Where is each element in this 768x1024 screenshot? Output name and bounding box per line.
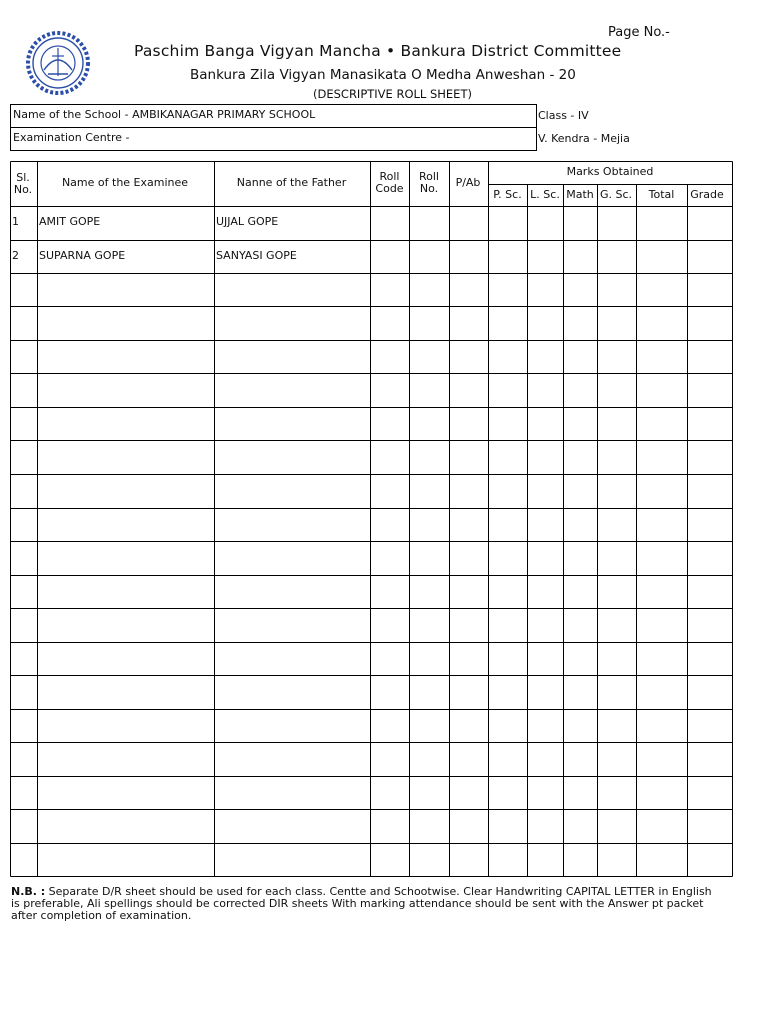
header-grade: Grade [690,188,724,201]
exam-centre-field: Examination Centre - [10,127,537,151]
header-father-name: Nanne of the Father [236,176,347,189]
class-label: Class - IV [538,109,589,122]
header-roll-code: Roll Code [375,170,404,195]
header-total: Total [648,188,675,201]
row-father-name: UJJAL GOPE [216,215,279,228]
page-number-label: Page No.- [608,25,670,40]
header-math: Math [566,188,594,201]
sheet-type-label: (DESCRIPTIVE ROLL SHEET) [313,87,472,101]
footer-note [11,886,721,922]
header-roll-no: Roll No. [419,170,439,195]
row-father-name: SANYASI GOPE [216,249,297,262]
header-general-science: G. Sc. [599,188,633,201]
row-sl-no: 2 [12,249,19,262]
kendra-label: V. Kendra - Mejia [538,132,630,145]
header-physical-science: P. Sc. [493,188,522,201]
header-life-science: L. Sc. [530,188,560,201]
header-present-absent: P/Ab [455,176,481,189]
header-sl-no: Sl. No. [13,171,33,196]
row-sl-no: 1 [12,215,19,228]
row-examinee-name: SUPARNA GOPE [39,249,126,262]
header-marks-obtained: Marks Obtained [566,165,654,178]
note-prefix: N.B. : [11,885,46,898]
header-examinee-name: Name of the Examinee [61,176,189,189]
row-examinee-name: AMIT GOPE [39,215,101,228]
school-name-field: Name of the School - AMBIKANAGAR PRIMARY SCHOOL [10,104,537,128]
note-text: Separate D/R sheet should be used for each class. Centte and Schootwise. Clear Handwriting CAPITAL LETTER in English is preferable, Ali spellings should be corrected DIR sheets With marking attendance should be sent with the Answer pt packet after completion of examination. [11,885,712,922]
exam-subtitle: Bankura Zila Vigyan Manasikata O Medha Anweshan - 20 [190,67,576,83]
organization-title: Paschim Banga Vigyan Mancha • Bankura District Committee [134,42,622,60]
